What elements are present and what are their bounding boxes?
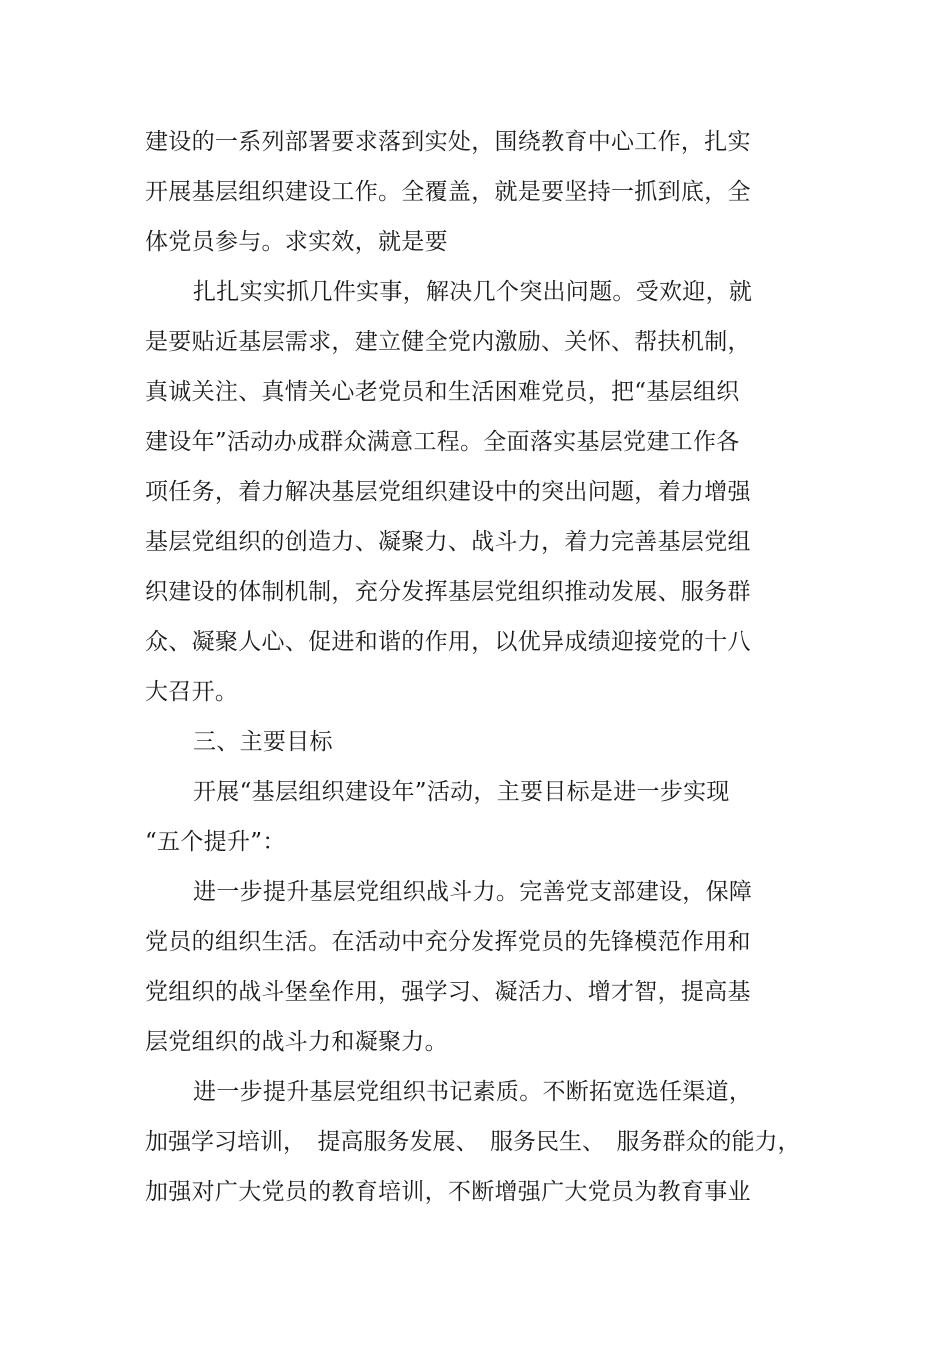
text-line: 是要贴近基层需求，建立健全党内激励、关怀、帮扶机制， (145, 329, 751, 355)
text-line: 开展“基层组织建设年”活动，主要目标是进一步实现 (193, 779, 730, 805)
text-line: 项任务，着力解决基层党组织建设中的突出问题，着力增强 (145, 479, 751, 505)
text-line: 进一步提升基层党组织书记素质。不断拓宽选任渠道， (193, 1079, 753, 1105)
text-line: 层党组织的战斗力和凝聚力。 (145, 1029, 448, 1055)
text-line: 建设年”活动办成群众满意工程。全面落实基层党建工作各 (145, 429, 740, 455)
text-line: 扎扎实实抓几件实事，解决几个突出问题。受欢迎，就 (193, 279, 753, 305)
text-line: “五个提升”： (145, 829, 286, 855)
section-heading: 三、主要目标 (193, 729, 333, 755)
text-line: 党员的组织生活。在活动中充分发挥党员的先锋模范作用和 (145, 929, 751, 955)
text-line: 织建设的体制机制，充分发挥基层党组织推动发展、服务群 (145, 579, 751, 605)
text-line: 基层党组织的创造力、凝聚力、战斗力，着力完善基层党组 (145, 529, 751, 555)
text-line: 加强对广大党员的教育培训，不断增强广大党员为教育事业 (145, 1179, 751, 1205)
text-line: 党组织的战斗堡垒作用，强学习、凝活力、增才智，提高基 (145, 979, 751, 1005)
text-line: 大召开。 (145, 679, 239, 705)
text-line: 体党员参与。求实效，就是要 (145, 229, 448, 255)
text-line: 进一步提升基层党组织战斗力。完善党支部建设，保障 (193, 879, 753, 905)
text-line: 建设的一系列部署要求落到实处，围绕教育中心工作，扎实 (145, 129, 751, 155)
text-line: 真诚关注、真情关心老党员和生活困难党员，把“基层组织 (145, 379, 740, 405)
text-line: 众、凝聚人心、促进和谐的作用，以优异成绩迎接党的十八 (145, 629, 751, 655)
text-line: 加强学习培训， 提高服务发展、 服务民生、 服务群众的能力， (145, 1129, 801, 1155)
text-line: 开展基层组织建设工作。全覆盖，就是要坚持一抓到底，全 (145, 179, 751, 205)
